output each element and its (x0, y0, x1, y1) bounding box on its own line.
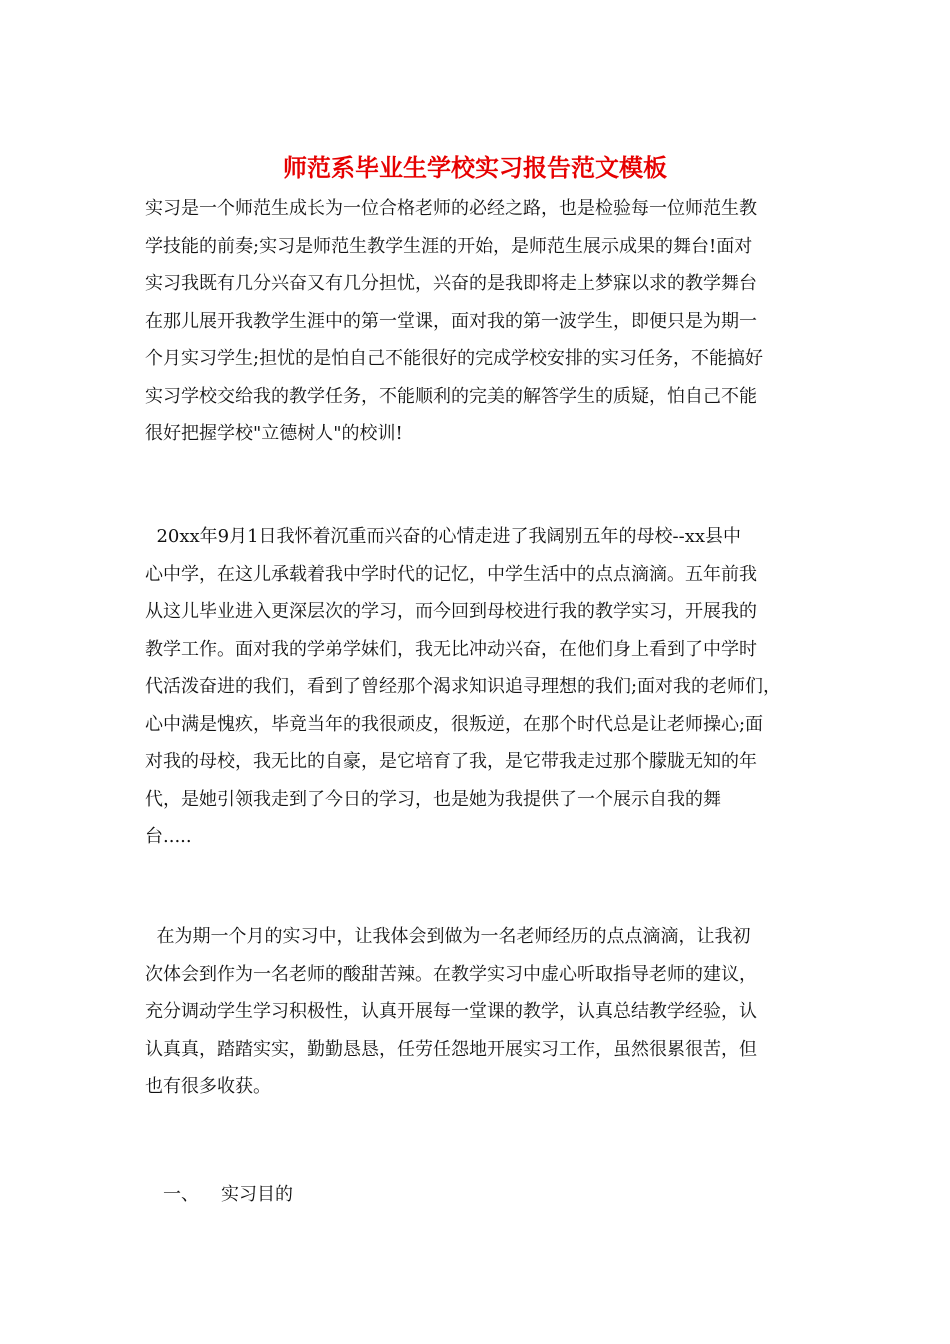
document-title: 师范系毕业生学校实习报告范文模板 (283, 153, 667, 182)
paragraph-line: 实习学校交给我的教学任务，不能顺利的完美的解答学生的质疑，怕自己不能 (145, 385, 757, 407)
paragraph-line: 在那儿展开我教学生涯中的第一堂课，面对我的第一波学生，即便只是为期一 (145, 310, 757, 332)
paragraph-line: 代活泼奋进的我们，看到了曾经那个渴求知识追寻理想的我们;面对我的老师们， (145, 676, 782, 697)
paragraph-line: 充分调动学生学习积极性，认真开展每一堂课的教学，认真总结教学经验，认 (145, 1001, 757, 1022)
paragraph-line: 代，是她引领我走到了今日的学习，也是她为我提供了一个展示自我的舞 (145, 788, 721, 810)
paragraph-line: 实习是一个师范生成长为一位合格老师的必经之路，也是检验每一位师范生教 (145, 198, 757, 219)
section-heading (163, 1176, 293, 1214)
paragraph-line: 学技能的前奏;实习是师范生教学生涯的开始，是师范生展示成果的舞台!面对 (145, 235, 753, 257)
paragraph-line: 对我的母校，我无比的自豪，是它培育了我，是它带我走过那个朦胧无知的年 (145, 751, 757, 772)
paragraph-line: 很好把握学校"立德树人"的校训! (145, 423, 403, 444)
paragraph-return-to-school (145, 518, 815, 856)
paragraph-line: 认真真，踏踏实实，勤勤恳恳，任劳任怨地开展实习工作，虽然很累很苦，但 (145, 1038, 757, 1060)
paragraph-line: 心中学，在这儿承载着我中学时代的记忆，中学生活中的点点滴滴。五年前我 (145, 563, 757, 585)
paragraph-line: 在为期一个月的实习中，让我体会到做为一名老师经历的点点滴滴，让我初 (145, 926, 751, 947)
paragraph-intro (145, 190, 815, 453)
paragraph-line: 次体会到作为一名老师的酸甜苦辣。在教学实习中虚心听取指导老师的建议， (145, 963, 757, 985)
paragraph-line: 个月实习学生;担忧的是怕自己不能很好的完成学校安排的实习任务，不能搞好 (145, 348, 764, 369)
paragraph-line: 心中满是愧疚，毕竟当年的我很顽皮，很叛逆，在那个时代总是让老师操心;面 (145, 713, 764, 735)
paragraph-line: 从这儿毕业进入更深层次的学习，而今回到母校进行我的教学实习，开展我的 (145, 601, 757, 622)
paragraph-internship-experience (145, 918, 815, 1106)
section-heading-text: 实习目的 (221, 1184, 293, 1205)
paragraph-line: 20xx年9月1日我怀着沉重而兴奋的心情走进了我阔别五年的母校--xx县中 (145, 526, 742, 547)
paragraph-line: 台..... (145, 826, 192, 847)
paragraph-line: 实习我既有几分兴奋又有几分担忧，兴奋的是我即将走上梦寐以求的教学舞台 (145, 273, 757, 294)
paragraph-line: 也有很多收获。 (145, 1076, 271, 1097)
section-heading-number: 一、 (163, 1184, 199, 1205)
paragraph-line: 教学工作。面对我的学弟学妹们，我无比冲动兴奋，在他们身上看到了中学时 (145, 638, 757, 660)
